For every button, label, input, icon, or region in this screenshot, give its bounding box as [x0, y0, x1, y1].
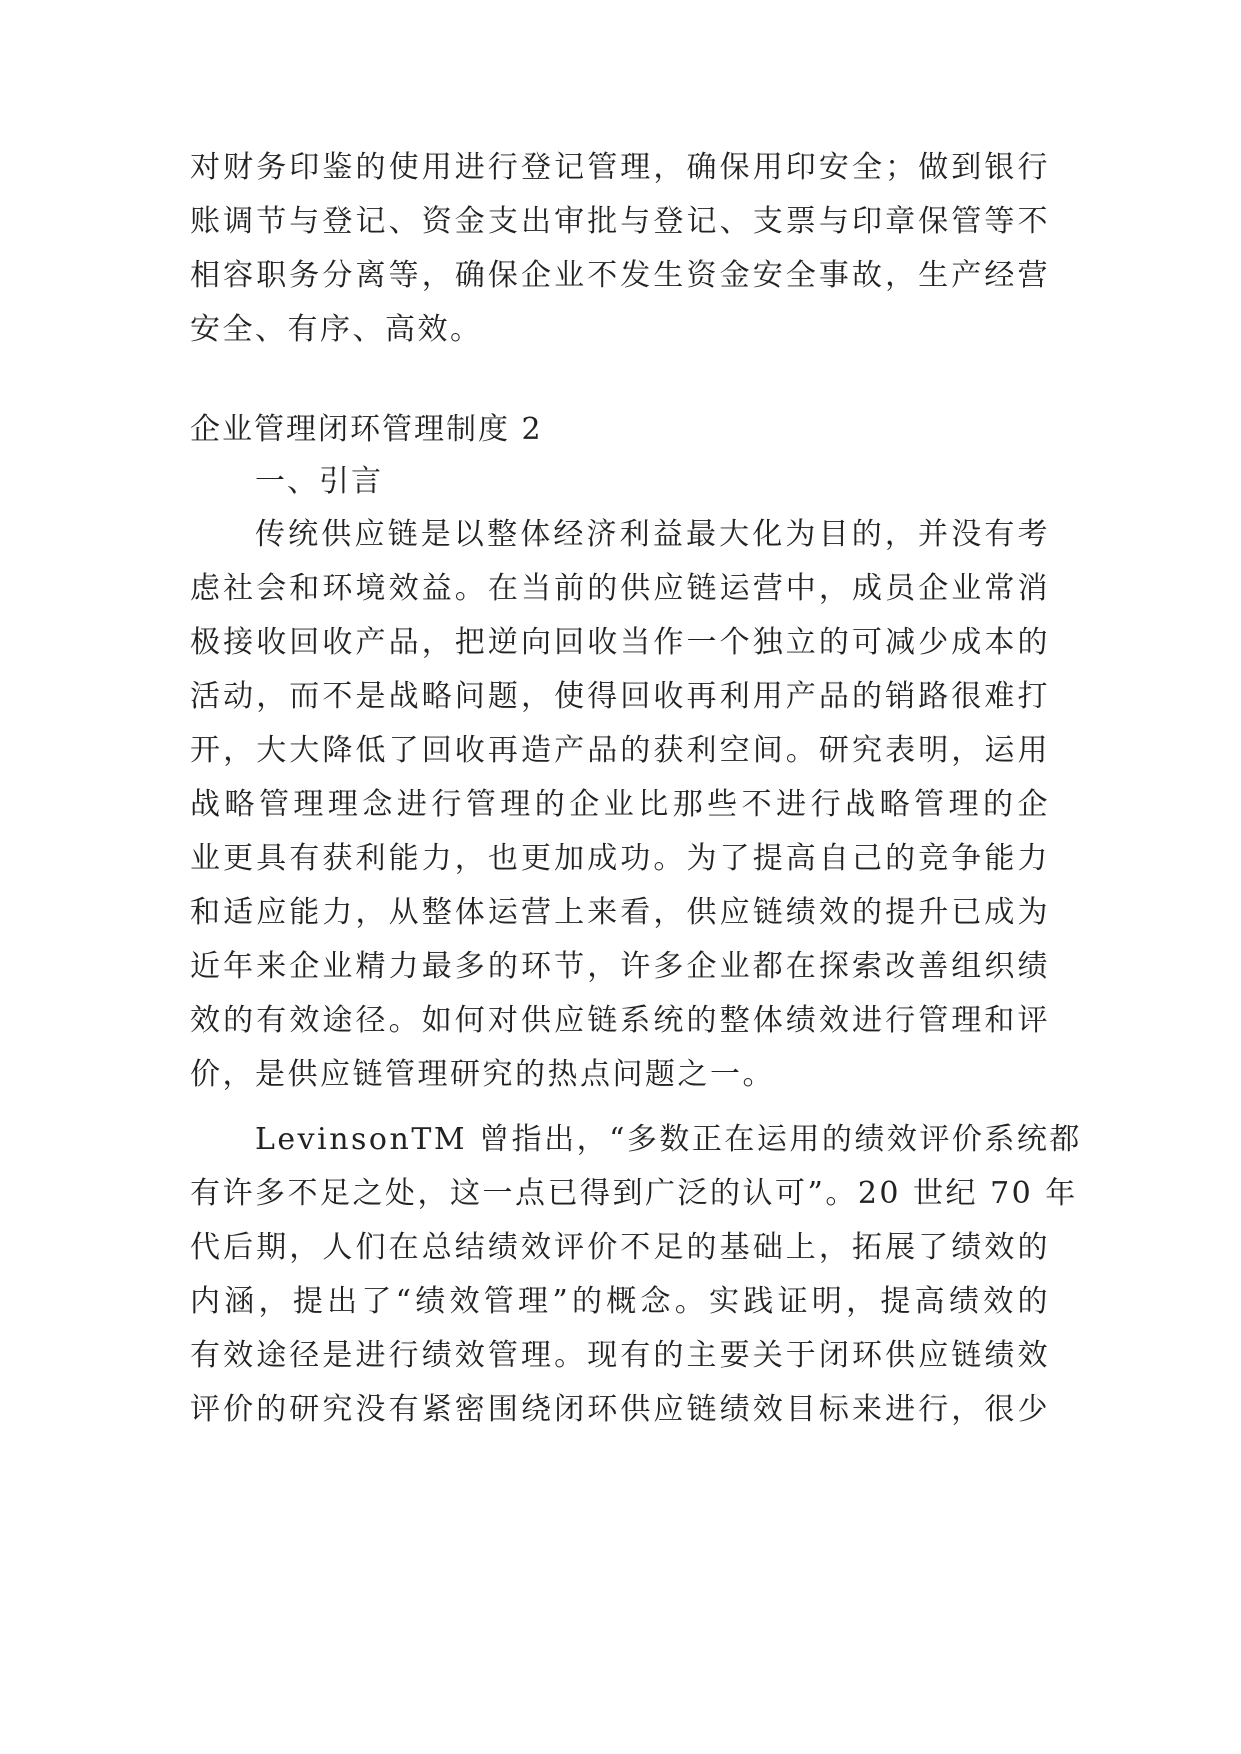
section-title: 企业管理闭环管理制度 2: [190, 412, 543, 447]
subsection-title: 一、引言: [255, 464, 383, 499]
paragraph-line: 安全、有序、高效。: [190, 312, 483, 347]
paragraph-line: 开，大大降低了回收再造产品的获利空间。研究表明，运用: [190, 733, 1050, 768]
paragraph-line: 业更具有获利能力，也更加成功。为了提高自己的竞争能力: [190, 841, 1050, 876]
paragraph-line: 账调节与登记、资金支出审批与登记、支票与印章保管等不: [190, 204, 1050, 239]
paragraph-line: 价，是供应链管理研究的热点问题之一。: [190, 1057, 775, 1092]
paragraph-line: 和适应能力，从整体运营上来看，供应链绩效的提升已成为: [190, 895, 1050, 930]
paragraph-line: 效的有效途径。如何对供应链系统的整体绩效进行管理和评: [190, 1003, 1050, 1038]
paragraph-line: 近年来企业精力最多的环节，许多企业都在探索改善组织绩: [190, 949, 1050, 984]
paragraph-line: 对财务印鉴的使用进行登记管理，确保用印安全；做到银行: [190, 150, 1050, 185]
paragraph-line: 代后期，人们在总结绩效评价不足的基础上，拓展了绩效的: [190, 1230, 1050, 1265]
paragraph-line: 活动，而不是战略问题，使得回收再利用产品的销路很难打: [190, 679, 1050, 714]
paragraph-line: 内涵，提出了“绩效管理”的概念。实践证明，提高绩效的: [190, 1284, 1050, 1319]
paragraph-line: 虑社会和环境效益。在当前的供应链运营中，成员企业常消: [190, 571, 1050, 606]
paragraph-line: 相容职务分离等，确保企业不发生资金安全事故，生产经营: [190, 258, 1050, 293]
paragraph-line: 有效途径是进行绩效管理。现有的主要关于闭环供应链绩效: [190, 1338, 1050, 1373]
paragraph-line: 评价的研究没有紧密围绕闭环供应链绩效目标来进行，很少: [190, 1392, 1050, 1427]
paragraph-line: 传统供应链是以整体经济利益最大化为目的，并没有考: [255, 517, 1050, 552]
paragraph-line: 有许多不足之处，这一点已得到广泛的认可”。20 世纪 70 年: [190, 1176, 1078, 1211]
paragraph-line: LevinsonTM 曾指出，“多数正在运用的绩效评价系统都: [255, 1122, 1082, 1157]
paragraph-line: 极接收回收产品，把逆向回收当作一个独立的可减少成本的: [190, 625, 1050, 660]
paragraph-line: 战略管理理念进行管理的企业比那些不进行战略管理的企: [190, 787, 1050, 822]
